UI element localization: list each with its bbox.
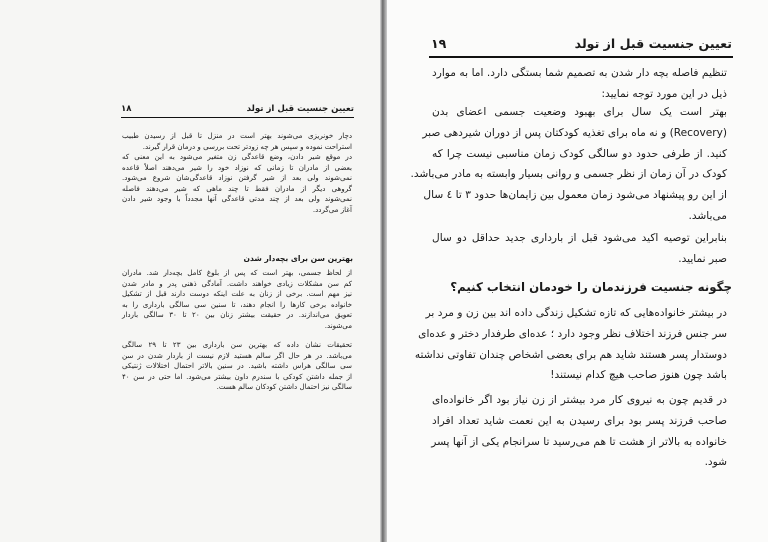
text-line: بهتر است یک سال برای بهبود وضعیت جسمی اعضای بدن xyxy=(432,106,727,118)
text-line: دوستدار پسر هستند شاید هم برای بعضی اشخاص چندان تفاوتی نداشته xyxy=(414,348,727,361)
text-line: گروهی دیگر از مادران فقط تا چند ماهی که شیر می‌دهند فاصله xyxy=(122,183,352,193)
text-line: استراحت نموده و سپس هر چه زودتر تحت بررسی و درمان قرار گیرند. xyxy=(142,141,352,151)
left-page-number: ۱۸ xyxy=(121,104,132,114)
left-intro-paragraph xyxy=(122,131,352,215)
text-line: از جمله داشتن کودکی با سندرم داون بیشتر می‌شود. اما حتی در سن ۴۰ xyxy=(122,371,352,381)
text-line: می‌باشد. xyxy=(688,209,727,222)
text-line: کنید. از طرفی حدود دو سالگی کودک زمان مناسبی نیست چرا که xyxy=(432,147,727,160)
right-paragraph-3 xyxy=(432,228,727,270)
text-line: در بیشتر خانواده‌هایی که تازه تشکیل زندگی داده اند بین زن و مرد بر xyxy=(425,307,727,319)
left-final-paragraph xyxy=(122,340,352,393)
text-line: خانواده به بالاتر از هشت تا هم می‌رسید تا سرانجام یکی از آنها پسر xyxy=(431,435,727,448)
text-line: از لحاظ جسمی، بهتر است که پس از بلوغ کامل بچه‌دار شد. مادران xyxy=(122,268,352,277)
text-line: شود. xyxy=(704,456,727,469)
text-line: تعویق می‌اندازند. در حقیقت بیشتر زنان بین ۲۰ تا ۳۰ سالگی باردار xyxy=(122,310,352,319)
left-section-paragraph xyxy=(122,268,352,331)
text-line: بعضی از مادران تا زمانی که نوزاد خود را شیر می‌دهند اصلاً قاعده xyxy=(122,162,352,172)
text-line: سر جنس فرزند اختلاف نظر وجود دارد ؛ عده‌ای طرفدار دختر و عده‌ای xyxy=(418,327,727,340)
text-line: دچار خونریزی می‌شوند بهتر است در منزل تا قبل از رسیدن طبیب xyxy=(122,131,352,140)
text-line: ذیل در این مورد توجه نمایید: xyxy=(601,87,727,100)
text-line: سی سالگی هراس داشته باشید. در سنین بالاتر احتمال اختلالات ژنتیکی xyxy=(122,361,352,370)
text-line: آغاز می‌گردد. xyxy=(312,204,352,214)
text-line: نمی‌شوند ولی بعد از شیر گرفتن نوزاد قاعدگی‌شان شروع می‌شود. xyxy=(122,173,352,182)
text-line: صبر نمایید. xyxy=(678,252,727,265)
text-line: باشد چون هنوز صاحب هیچ کدام نیستند! xyxy=(550,369,727,382)
text-line: می‌باشد. در هر حال اگر سالم هستید لازم نیست از باردار شدن در سن xyxy=(122,350,352,360)
text-line: تحقیقات نشان داده که بهترین سن بارداری بین ۲۳ تا ۲۹ سالگی xyxy=(122,340,352,349)
text-line: از این رو پیشنهاد می‌شود زمان معمول بین زایمان‌ها حدود ۳ تا ٤ سال xyxy=(423,189,727,202)
left-page xyxy=(0,0,383,542)
right-paragraph-1 xyxy=(432,63,727,105)
text-line: نمی‌شوند ولی بعد از چند مدتی قاعدگی آنها مجدداً با وجود شیر دادن xyxy=(122,194,352,203)
text-line: تنظیم فاصله بچه دار شدن به تصمیم شما بستگی دارد. اما به موارد xyxy=(432,67,727,79)
right-paragraph-2 xyxy=(410,102,727,227)
right-page-number: ۱۹ xyxy=(431,36,447,51)
text-line: کم سن مشکلات زیادی خواهند داشت. آمادگی ذهنی پدر و مادر شدن xyxy=(122,278,352,288)
right-page xyxy=(387,0,768,542)
text-line: خانواده برخی کارها را انجام دهند، تا سنین سی سالگی بارداری را به xyxy=(122,299,352,309)
text-line: در موقع شیر دادن، وضع قاعدگی زن متغیر می‌شود به این معنی که xyxy=(122,152,352,161)
right-paragraph-5 xyxy=(432,390,727,473)
left-page-running-title: تعیین جنسیت قبل از تولد xyxy=(246,104,354,114)
text-line: سالگی نیز احتمال داشتن کودکان سالم هست. xyxy=(216,382,352,391)
right-section-title: چگونه جنسیت فرزندمان را خودمان انتخاب کنیم؟ xyxy=(450,280,732,294)
text-line: کودک در آن زمان از نظر جسمی و روانی بسیار وابسته به مادر می‌باشد. xyxy=(410,168,727,181)
text-line: نیز مهم است. برخی از زنان به علت اینکه دوست دارند قبل از تشکیل xyxy=(122,289,352,298)
right-page-header-rule xyxy=(429,56,733,58)
text-line: در قدیم چون به نیروی کار مرد بیشتر از زن نیاز بود اگر خانواده‌ای xyxy=(432,394,727,406)
text-line: بنابراین توصیه اکید می‌شود قبل از بارداری جدید حداقل دو سال xyxy=(432,232,727,244)
right-page-running-title: تعیین جنسیت قبل از تولد xyxy=(574,36,732,51)
text-line: (Recovery) و نه ماه برای تغذیه کودکتان پس از دوران شیردهی صبر xyxy=(422,126,727,139)
text-line: می‌شوند. xyxy=(324,320,352,330)
right-paragraph-4 xyxy=(414,303,727,386)
text-line: صاحب فرزند پسر بود برای رسیدن به این نعمت شاید تعداد افراد xyxy=(432,414,727,427)
left-page-header-rule xyxy=(121,117,354,118)
left-section-title: بهترین سن برای بچه‌دار شدن xyxy=(243,254,353,263)
